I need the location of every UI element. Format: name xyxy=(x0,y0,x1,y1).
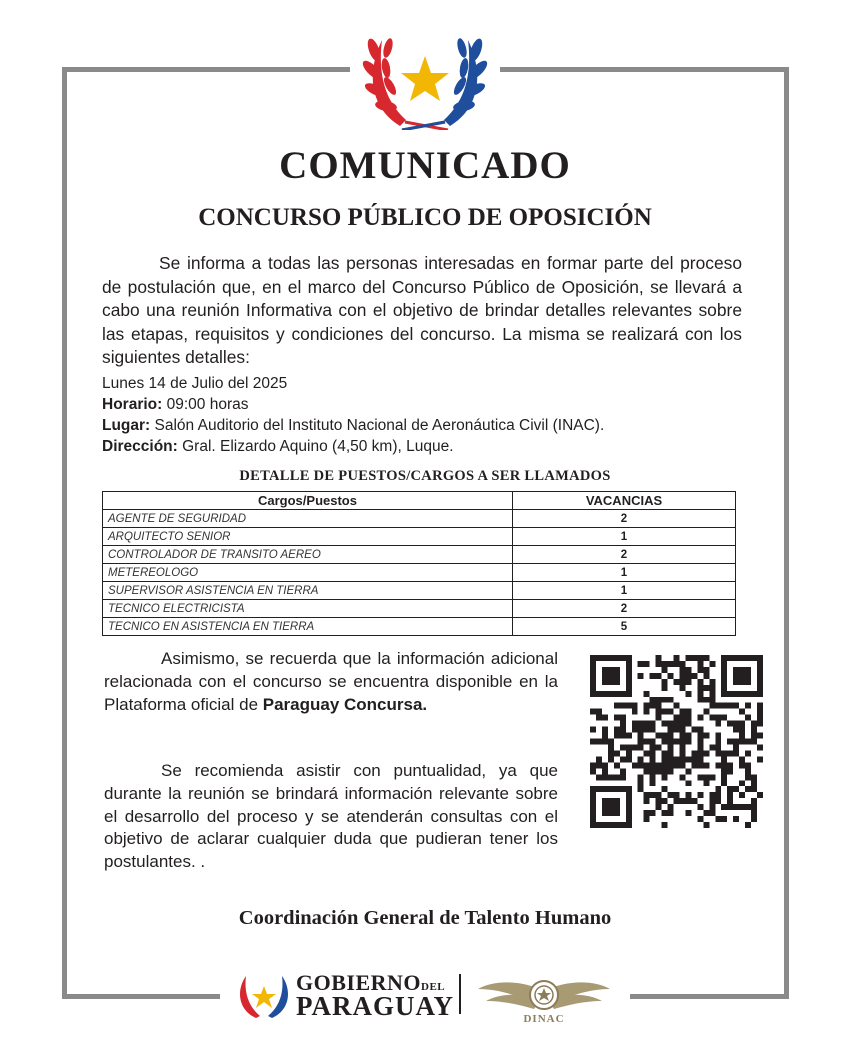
gobierno-emblem-icon xyxy=(234,970,294,1022)
platform-text: Asimismo, se recuerda que la información adicional relacionada con el concurso se encuentra disponible en la Plataforma oficial de xyxy=(104,649,558,714)
intro-paragraph: Se informa a todas las personas interesadas en formar parte del proceso de postulación que, en el marco del Concurso Público de Oposición, se llevará a cabo una reunión Informativa con el objetivo de brindar detalles relevantes sobre las etapas, requisitos y condiciones del concurso. La misma se realizará con los siguientes detalles: xyxy=(102,253,742,368)
table-title: DETALLE DE PUESTOS/CARGOS A SER LLAMADOS xyxy=(239,468,611,484)
vacancias-cell: 1 xyxy=(513,564,736,582)
positions-table xyxy=(102,491,736,636)
vacancias-cell: 5 xyxy=(513,618,736,636)
time-label: Horario: xyxy=(102,396,163,413)
platform-paragraph xyxy=(104,648,558,716)
table-row xyxy=(103,582,736,600)
column-header-vacancias: VACANCIAS xyxy=(513,492,736,510)
platform-name: Paraguay Concursa. xyxy=(262,694,428,714)
cargo-cell: SUPERVISOR ASISTENCIA EN TIERRA xyxy=(103,582,513,600)
cargo-cell: ARQUITECTO SENIOR xyxy=(103,528,513,546)
table-row xyxy=(103,528,736,546)
footer-divider xyxy=(459,974,461,1014)
table-row xyxy=(103,510,736,528)
cargo-cell: METEREOLOGO xyxy=(103,564,513,582)
table-row xyxy=(103,546,736,564)
address-label: Dirección: xyxy=(102,438,178,455)
table-header-row xyxy=(103,492,736,510)
page-subtitle: CONCURSO PÚBLICO DE OPOSICIÓN xyxy=(198,204,652,231)
vacancias-cell: 2 xyxy=(513,600,736,618)
signature: Coordinación General de Talento Humano xyxy=(238,907,612,929)
time-value: 09:00 horas xyxy=(162,396,249,413)
place-value: Salón Auditorio del Instituto Nacional de Aeronáutica Civil (INAC). xyxy=(150,417,605,434)
dinac-label: DINAC xyxy=(523,1013,565,1025)
vacancias-cell: 1 xyxy=(513,528,736,546)
address-value: Gral. Elizardo Aquino (4,50 km), Luque. xyxy=(177,438,454,455)
cargo-cell: CONTROLADOR DE TRANSITO AEREO xyxy=(103,546,513,564)
meeting-place xyxy=(102,415,752,436)
meeting-details xyxy=(102,373,752,457)
table-row xyxy=(103,600,736,618)
meeting-time xyxy=(102,394,752,415)
vacancias-cell: 1 xyxy=(513,582,736,600)
qr-code-icon[interactable] xyxy=(590,655,763,828)
meeting-date: Lunes 14 de Julio del 2025 xyxy=(102,375,288,392)
paraguay-word: PARAGUAY xyxy=(296,991,455,1021)
meeting-address xyxy=(102,436,752,457)
gobierno-wordmark xyxy=(296,972,454,1020)
cargo-cell: TECNICO EN ASISTENCIA EN TIERRA xyxy=(103,618,513,636)
punctuality-paragraph: Se recomienda asistir con puntualidad, ya que durante la reunión se brindará información relevante sobre el desarrollo del proceso y se atenderán consultas con el objetivo de aclarar cualquier duda que pudieran tener los postulantes. . xyxy=(104,761,558,872)
table-row xyxy=(103,618,736,636)
vacancias-cell: 2 xyxy=(513,510,736,528)
gobierno-word: GOBIERNO xyxy=(296,970,422,995)
national-emblem-icon xyxy=(360,18,490,130)
vacancias-cell: 2 xyxy=(513,546,736,564)
table-row xyxy=(103,564,736,582)
cargo-cell: AGENTE DE SEGURIDAD xyxy=(103,510,513,528)
page-title: COMUNICADO xyxy=(279,144,571,187)
del-word: DEL xyxy=(421,981,446,993)
qr-modules xyxy=(590,655,763,828)
cargo-cell: TECNICO ELECTRICISTA xyxy=(103,600,513,618)
column-header-cargos: Cargos/Puestos xyxy=(103,492,513,510)
place-label: Lugar: xyxy=(102,417,151,434)
